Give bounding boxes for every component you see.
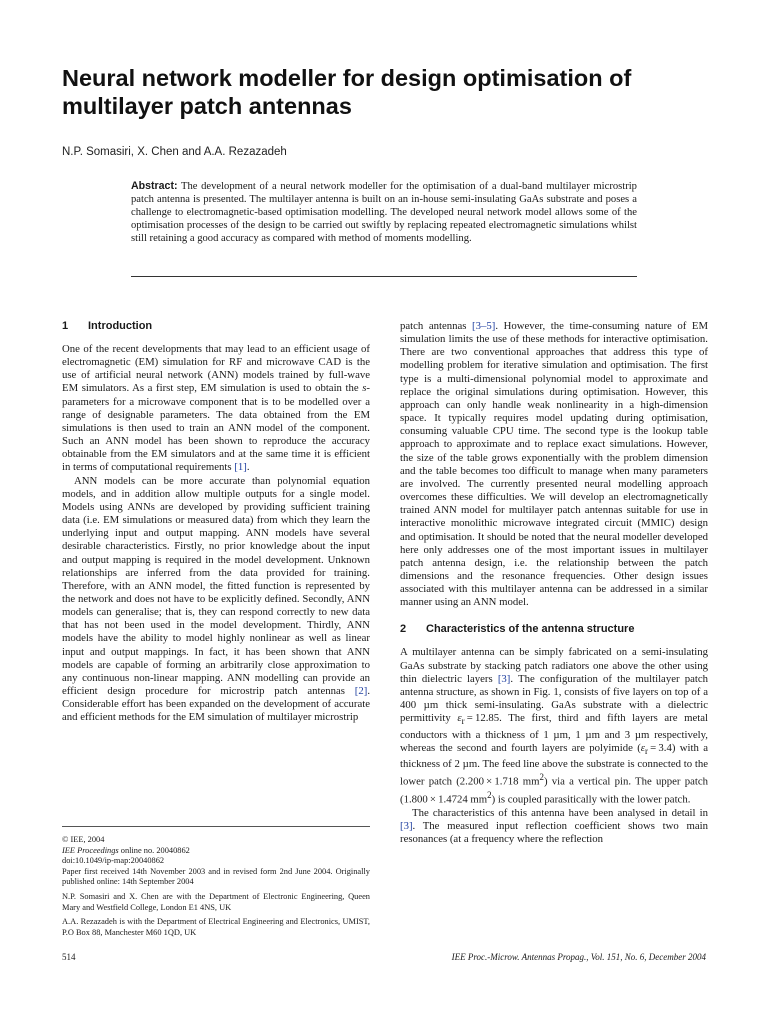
section-number: 1 — [62, 320, 69, 332]
section-heading-2 — [400, 623, 708, 637]
paper-title: Neural network modeller for design optimisation of multilayer patch antennas — [62, 65, 632, 119]
affiliation: N.P. Somasiri and X. Chen are with the Department of Electronic Engineering, Queen Mary and Westfield College, London E1 4NS, UK — [62, 891, 370, 912]
abstract-divider — [131, 276, 637, 277]
citation-link[interactable]: [3–5] — [472, 320, 496, 332]
section-title: Introduction — [88, 320, 153, 332]
received-dates: Paper first received 14th November 2003 and in revised form 2nd June 2004. Originally published online: 14th September 2004 — [62, 866, 370, 887]
author-list: N.P. Somasiri, X. Chen and A.A. Rezazadeh — [62, 146, 287, 158]
left-column — [62, 320, 370, 725]
doi: doi:10.1049/ip-map:20040862 — [62, 856, 165, 866]
abstract-label: Abstract: — [131, 180, 178, 192]
publication-info: IEE Proceedings online no. 20040862 — [62, 845, 190, 855]
citation-link[interactable]: [3] — [400, 819, 413, 832]
section-heading-1 — [62, 320, 370, 334]
paragraph: A multilayer antenna can be simply fabricated on a semi-insulating GaAs substrate by stacking patch radiators one above the other using thin dielectric layers [3]. The configuration of the multilayer patch antenna structure, as shown in Fig. 1, consists of five layers on top of a 400 µm thick semi-insulating. GaAs substrate with a dielectric permittivity $\varepsilon_r = 12.85$. The first, third and fifth layers are metal conductors with a thickness of 1 µm, 1 µm and 3 µm respectively, whereas the second and fourth layers are polyimide $(\varepsilon_r = 3.4)$ with a thickness of 2 µm. The feed line above the substrate is connected to the lower patch (2.200 × 1.718 $mm^2$) via a vertical pin. The upper patch (1.800 × 1.4724 $mm^2$) is coupled parasitically with the lower patch. — [400, 646, 708, 806]
abstract-text: The development of a neural network modeller for the optimisation of a dual-band multilayer microstrip patch antenna is presented. The multilayer antenna is built on an in-house semi-insulating GaAs substrate and poses a challenge to electromagnetic-based optimisation modelling. The developed neural network model allows some of the optimisation processes of the design to be carried out swiftly by replacing repeated electromagnetic simulations whilst still retaining a good accuracy as compared with method of moments modelling. — [131, 181, 637, 245]
paragraph: One of the recent developments that may lead to an efficient usage of electromagnetic (EM) simulation for RF and microwave CAD is the use of artificial neural network (ANN) models trained by full-wave EM simulators. As a first step, EM simulation is used to obtain the s-parameters for a microwave component that is to be modelled over a range of designable parameters. The data obtained from the EM simulations is then used to train an ANN model of the component. Such an ANN model has been shown to reproduce the accuracy obtainable from the EM simulators and at the same time it is efficient in terms of computational requirements [1]. — [62, 343, 370, 474]
citation-link[interactable]: [2] — [354, 685, 368, 698]
paragraph: The characteristics of this antenna have been analysed in detail in [3]. The measured input reflection coefficient shows two main resonances (at a frequency where the reflection — [400, 806, 708, 845]
journal-citation: IEE Proc.-Microw. Antennas Propag., Vol. 151, No. 6, December 2004 — [451, 952, 706, 962]
affiliation: A.A. Rezazadeh is with the Department of Electrical Engineering and Electronics, UMIST, P.O Box 88, Manchester M60 1QD, UK — [62, 917, 370, 937]
page-number: 514 — [62, 952, 76, 962]
footnotes — [62, 826, 370, 938]
section-title: Characteristics of the antenna structure — [426, 623, 635, 636]
section-number: 2 — [400, 623, 407, 636]
citation-link[interactable]: [1] — [234, 461, 247, 474]
right-column — [400, 320, 708, 846]
abstract — [131, 180, 637, 245]
paragraph: ANN models can be more accurate than polynomial equation models, and in addition allow multiple outputs for a single model. Models using ANNs are developed by providing sufficient training data (i.e. EM simulations or measured data) from which they learn the underlying input and output mapping. ANN models have several desirable characteristics. Firstly, no prior knowledge about the input and output mapping is required in the model development. Unknown relationships are inferred from the data provided for training. Therefore, with an ANN model, the fitted function is represented by the network and does not have to be explicitly defined. Secondly, ANN models can generalise; that is, they can respond correctly to new data that has not been used in the model development. Thirdly, ANN models have the ability to model highly nonlinear as well as linear input and output mappings. In fact, it has been shown that ANN models are capable of forming an arbitrarily close approximation to any continuous non-linear mapping. ANN modelling can provide an efficient design procedure for microstrip patch antennas [2]. Considerable effort has been expanded on the development of accurate and efficient methods for the EM simulation of multilayer microstrip — [62, 474, 370, 724]
copyright-notice: © IEE, 2004 — [62, 835, 105, 844]
paragraph: patch antennas [3–5]. However, the time-consuming nature of EM simulation limits the use of these methods for interactive optimisation. There are two conventional approaches that address this type of modelling problem for iterative simulation and optimisation. The first type is a multi-dimensional polynomial model to approximate and replace the original simulations during optimisation. However, this approach can only handle weak nonlinearity in a high-dimension space. It typically requires model updating during optimisation, consuming valuable CPU time. The second type is the lookup table approach to approximate and to replace exact simulations. However, the size of the table grows exponentially with the problem dimension and the table becomes too difficult to manage when many parameters are involved. The currently presented neural modelling approach overcomes these difficulties. We will develop an electromagnetically trained ANN model for multilayer patch antennas suitable for use in interactive monolithic microwave integrated circuit (MMIC) design and optimisation. It should be noted that the neural modeller developed here only addresses one of the most important issues in multilayer patch antenna design, i.e. the relationship between the patch dimensions and the resonance frequencies. Other design issues associated with this multilayer antenna can be addressed in a similar manner using an ANN model. — [400, 320, 709, 609]
citation-link[interactable]: [3] — [497, 672, 511, 685]
